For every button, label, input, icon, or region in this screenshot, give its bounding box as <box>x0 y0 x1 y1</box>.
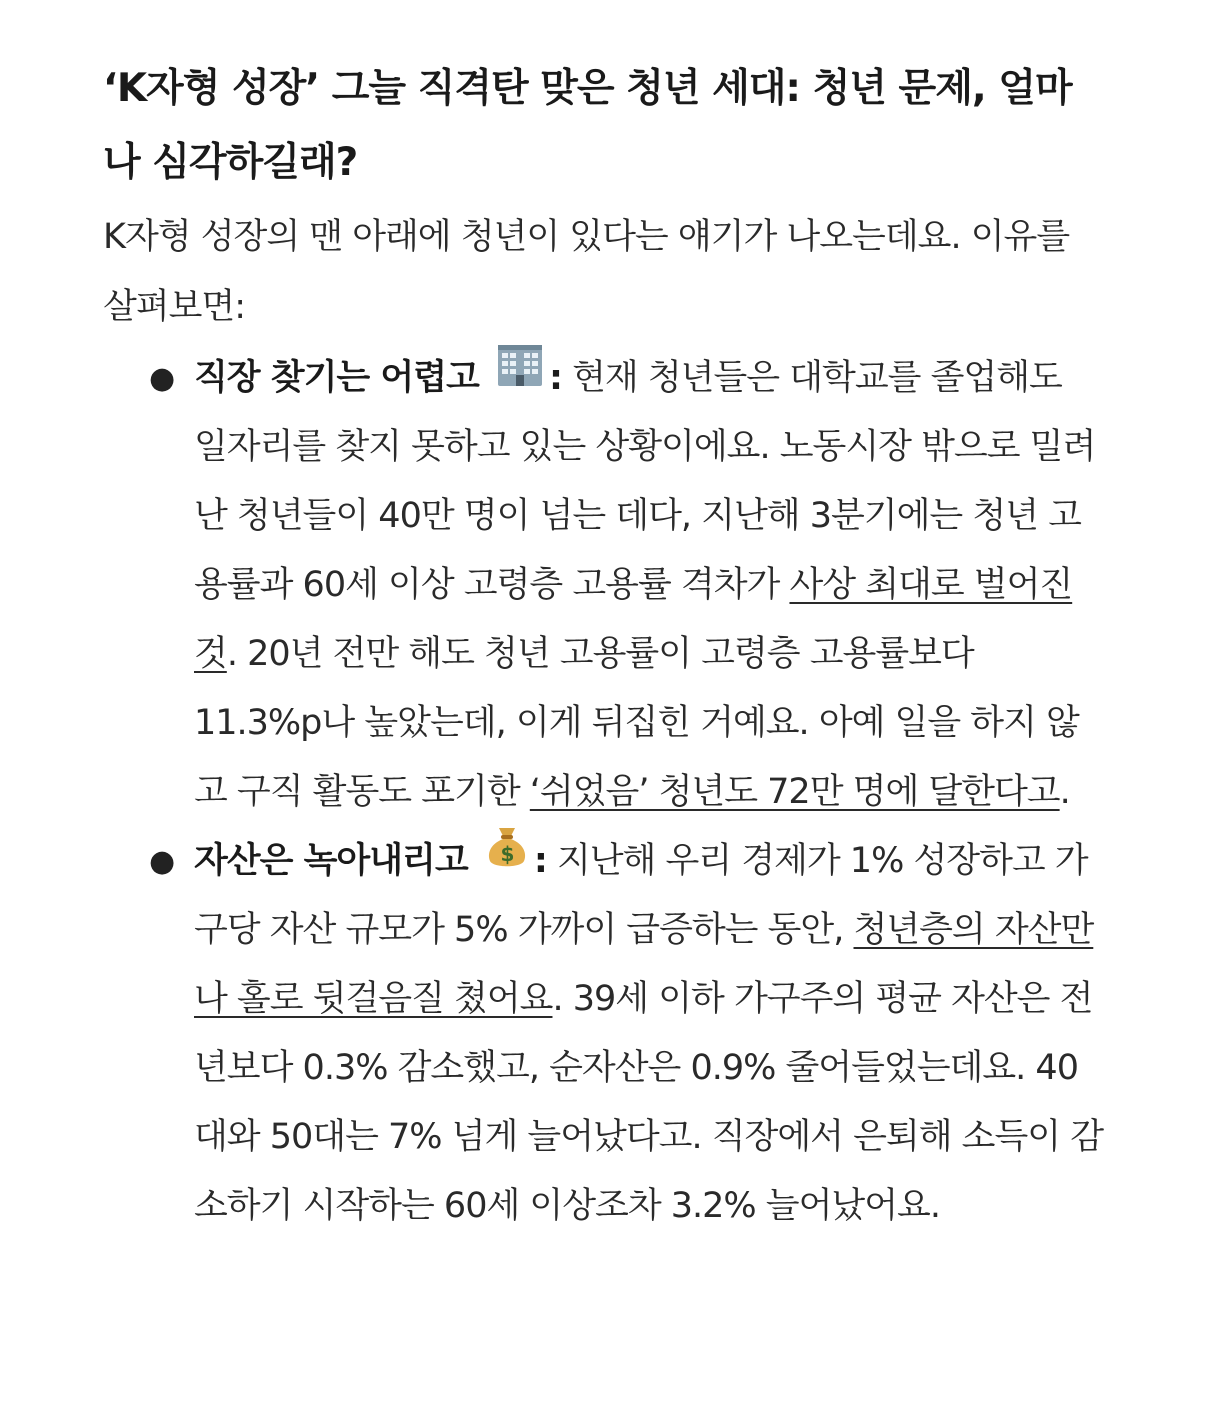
article-link-youth-assets[interactable]: 청년층의 자산만 나 홀로 뒷걸음질 쳤어요 <box>194 910 1094 1019</box>
bullet-list <box>103 344 1103 1241</box>
list-item-job <box>103 344 1103 827</box>
article-link-employment-gap[interactable]: 사상 최대로 벌어진 것 <box>194 565 1073 674</box>
svg-text:$: $ <box>500 842 514 866</box>
bullet-dot: ● <box>149 844 175 879</box>
article-intro: K자형 성장의 맨 아래에 청년이 있다는 얘기가 나오는데요. 이유를 살펴보면: <box>103 217 1070 327</box>
point-colon: : <box>533 841 547 881</box>
point-text: 현재 청년들은 대학교를 졸업해도 일자리를 찾지 못하고 있는 상황이에요. 노동시장 밖으로 밀려난 청년들이 40만 명이 넘는 데다, 지난해 3분기에는 청년 고용률과 60세 이상 고령층 고용률 격차가 <box>194 358 1096 605</box>
money-bag-icon <box>484 824 530 894</box>
office-building-icon <box>495 342 545 411</box>
article <box>103 52 1103 1241</box>
article-link-rested-youth[interactable]: ‘쉬었음’ 청년도 72만 명에 달한다고 <box>529 772 1060 812</box>
point-colon: : <box>549 358 562 398</box>
point-lead: 자산은 녹아내리고 <box>194 841 468 881</box>
list-item-assets <box>103 827 1103 1241</box>
bullet-dot: ● <box>149 361 175 396</box>
point-lead: 직장 찾기는 어렵고 <box>194 358 479 398</box>
article-headline: ‘K자형 성장’ 그늘 직격탄 맞은 청년 세대: 청년 문제, 얼마나 심각하길래? <box>103 66 1072 185</box>
point-text: . 20년 전만 해도 청년 고용률이 고령층 고용률보다 11.3%p나 높았는데, 이게 뒤집힌 거예요. 아예 일을 하지 않고 구직 활동도 포기한 <box>194 634 1079 812</box>
point-text: . <box>1059 772 1070 812</box>
point-text: . 39세 이하 가구주의 평균 자산은 전년보다 0.3% 감소했고, 순자산은 0.9% 줄어들었는데요. 40대와 50대는 7% 넘게 늘어났다고. 직장에서 은퇴해 소득이 감소하기 시작하는 60세 이상조차 3.2% 늘어났어요. <box>194 979 1104 1226</box>
point-text: 지난해 우리 경제가 1% 성장하고 가구당 자산 규모가 5% 가까이 급증하는 동안, <box>194 841 1088 950</box>
